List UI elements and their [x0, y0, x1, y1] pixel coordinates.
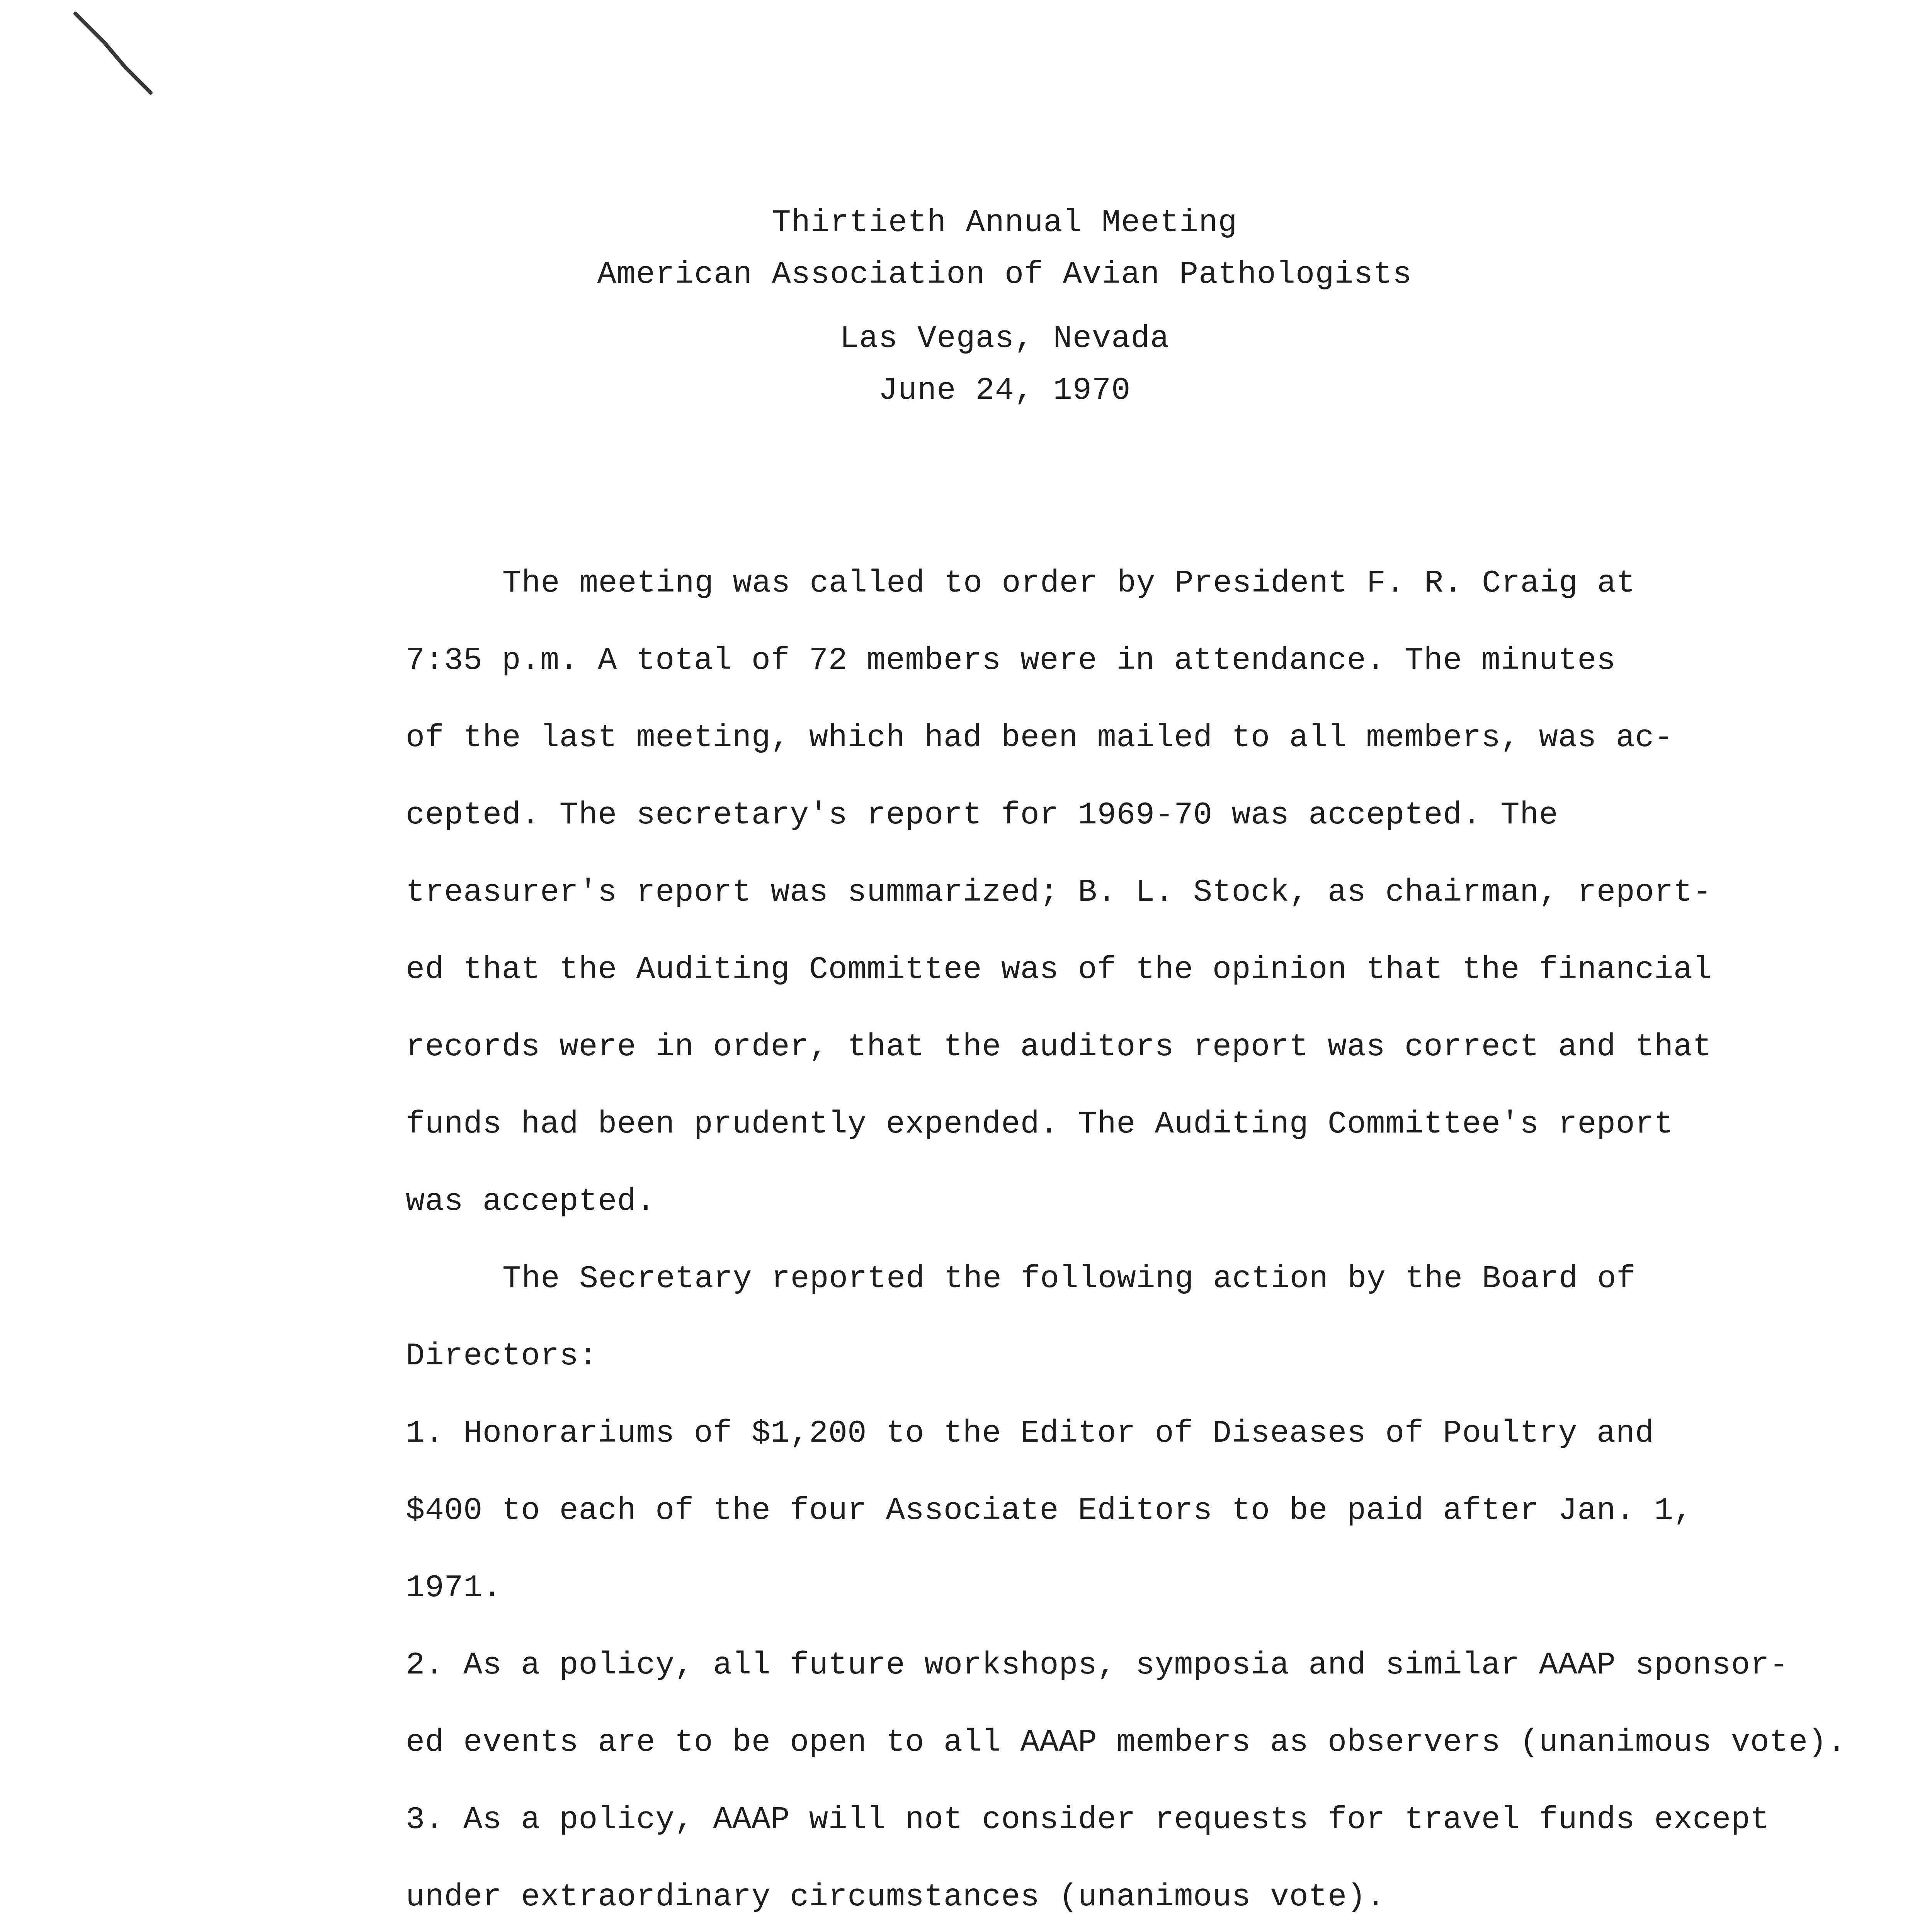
body-line: records were in order, that the auditors report was correct and that [406, 1029, 1712, 1065]
body-line: The meeting was called to order by President F. R. Craig at [502, 565, 1636, 601]
list-item: 2. As a policy, all future workshops, symposia and similar AAAP sponsor- [406, 1647, 1789, 1683]
body-line: $400 to each of the four Associate Editors to be paid after Jan. 1, [406, 1493, 1693, 1529]
title-line: Thirtieth Annual Meeting [772, 205, 1238, 241]
meeting-place-date [386, 313, 1623, 417]
body-line: 7:35 p.m. A total of 72 members were in attendance. The minutes [406, 643, 1616, 679]
body-line: was accepted. [406, 1184, 656, 1219]
pen-stroke-mark [68, 6, 168, 106]
list-item: 3. As a policy, AAAP will not consider requests for travel funds except [406, 1802, 1770, 1838]
body-line: ed that the Auditing Committee was of the opinion that the financial [406, 952, 1712, 988]
body-line: ed events are to be open to all AAAP members as observers (unanimous vote). [406, 1725, 1847, 1760]
body-line: under extraordinary circumstances (unanimous vote). [406, 1879, 1386, 1915]
body-line: Directors: [406, 1338, 598, 1374]
body-line: funds had been prudently expended. The Auditing Committee's report [406, 1106, 1673, 1142]
list-item: 1. Honorariums of $1,200 to the Editor of Diseases of Poultry and [406, 1415, 1655, 1451]
organization-line: American Association of Avian Pathologists [597, 257, 1412, 293]
body-line: cepted. The secretary's report for 1969-70 was accepted. The [406, 797, 1558, 833]
date-line: June 24, 1970 [878, 372, 1131, 408]
body-line: 1971. [406, 1570, 502, 1606]
location-line: Las Vegas, Nevada [840, 321, 1170, 357]
meeting-title [386, 197, 1623, 301]
body-line: The Secretary reported the following action by the Board of [502, 1261, 1636, 1297]
body-line: of the last meeting, which had been mailed to all members, was ac- [406, 720, 1673, 756]
body-line: treasurer's report was summarized; B. L. Stock, as chairman, report- [406, 874, 1712, 910]
